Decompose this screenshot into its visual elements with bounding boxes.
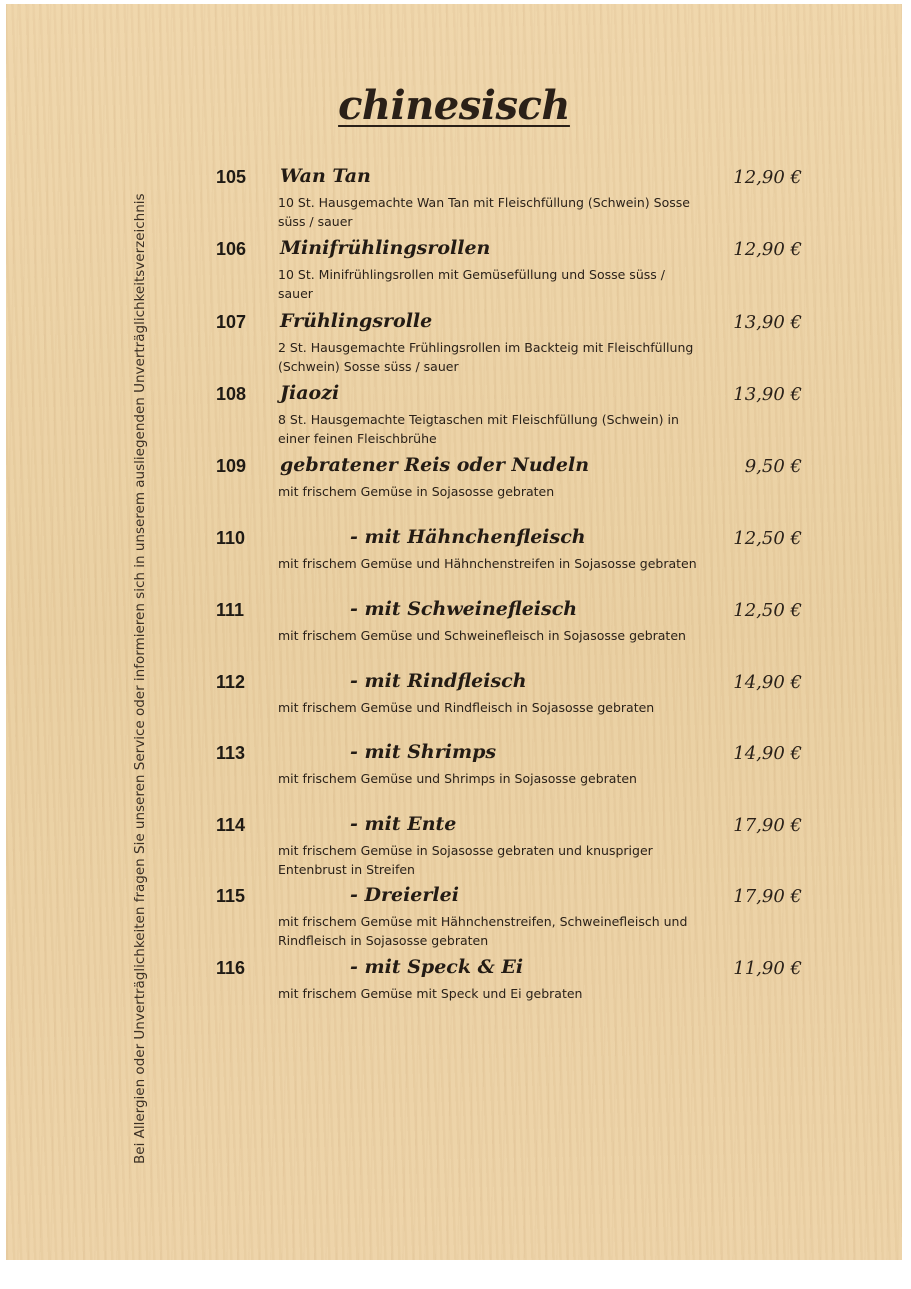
item-description: 2 St. Hausgemachte Frühlingsrollen im Backteig mit Fleischfüllung (Schwein) Sosse süss / sauer [278,340,694,374]
item-description: mit frischem Gemüse und Schweinefleisch in Sojasosse gebraten [278,628,686,643]
item-number: 115 [216,886,246,906]
item-price: 17,90 € [733,815,802,836]
item-price: 9,50 € [744,456,802,477]
item-number: 105 [216,167,247,187]
item-description: mit frischem Gemüse und Hähnchenstreifen in Sojasosse gebraten [278,556,697,571]
item-price: 12,50 € [733,528,802,549]
item-number: 116 [216,958,246,978]
item-number: 109 [216,456,247,476]
page-title: chinesisch [338,82,570,129]
item-description: mit frischem Gemüse mit Hähnchenstreifen, Schweinefleisch und Rindfleisch in Sojasosse gebraten [278,914,688,948]
item-number: 111 [216,600,245,620]
item-description: mit frischem Gemüse mit Speck und Ei gebraten [278,986,583,1001]
item-number: 107 [216,312,247,332]
item-name: - mit Schweinefleisch [350,598,578,620]
item-name: - mit Ente [350,813,457,835]
item-name: - mit Hähnchenfleisch [350,526,586,548]
item-description: 10 St. Minifrühlingsrollen mit Gemüsefüllung und Sosse süss / sauer [278,267,665,301]
item-description: mit frischem Gemüse und Rindfleisch in Sojasosse gebraten [278,700,655,715]
item-name: Minifrühlingsrollen [280,237,491,259]
item-price: 12,90 € [733,167,802,188]
menu-page [6,4,902,1260]
item-name: gebratener Reis oder Nudeln [280,454,590,476]
item-description: 10 St. Hausgemachte Wan Tan mit Fleischfüllung (Schwein) Sosse süss / sauer [278,195,690,229]
item-name: - Dreierlei [350,884,459,906]
item-name: - mit Shrimps [350,741,497,763]
item-name: Wan Tan [280,165,371,187]
item-name: - mit Speck & Ei [350,956,524,978]
item-price: 13,90 € [733,312,802,333]
item-price: 14,90 € [733,743,802,764]
item-description: mit frischem Gemüse und Shrimps in Sojasosse gebraten [278,771,637,786]
allergy-note: Bei Allergien oder Unverträglichkeiten fragen Sie unseren Service oder informieren sich in unserem ausliegenden Unverträglichkeitsverzeichnis [132,193,148,1164]
item-number: 110 [216,528,246,548]
item-description: mit frischem Gemüse in Sojasosse gebraten [278,484,555,499]
item-name: - mit Rindfleisch [350,670,527,692]
item-price: 12,50 € [733,600,802,621]
item-price: 17,90 € [733,886,802,907]
item-number: 108 [216,384,247,404]
item-description: 8 St. Hausgemachte Teigtaschen mit Fleischfüllung (Schwein) in einer feinen Fleischbrühe [278,412,679,446]
item-number: 112 [216,672,246,692]
item-price: 11,90 € [733,958,802,979]
item-number: 113 [216,743,246,763]
item-price: 13,90 € [733,384,802,405]
item-name: Frühlingsrolle [280,310,433,332]
item-number: 114 [216,815,246,835]
item-description: mit frischem Gemüse in Sojasosse gebraten und knuspriger Entenbrust in Streifen [278,843,653,877]
item-price: 12,90 € [733,239,802,260]
item-price: 14,90 € [733,672,802,693]
item-number: 106 [216,239,247,259]
item-name: Jiaozi [280,382,340,404]
